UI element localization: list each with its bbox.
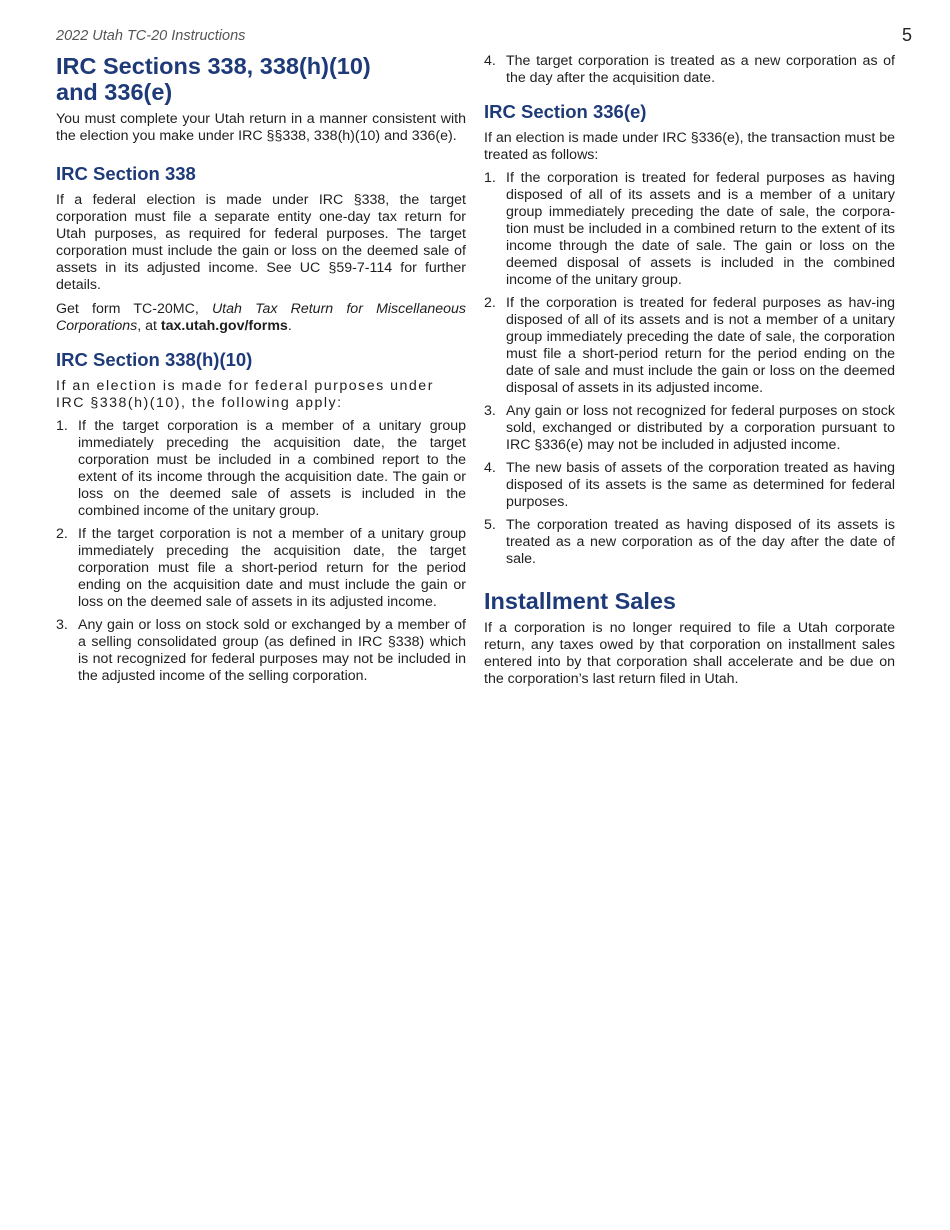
list-item [56, 617, 466, 685]
list-item-text: The new basis of assets of the corporation treated as having disposed of its assets is the same as determined for federal purposes. [506, 460, 895, 510]
list-item [484, 170, 895, 289]
list-item-text: If the target corporation is a member of a unitary group immediately preceding the acquisition date, the target corporation must be included in a combined report to the extent of its income through the acquisition date. The gain or loss on the deemed sale of assets is included in the combined income of the unitary group. [78, 418, 466, 519]
list-item-text: If the corporation is treated for federal purposes as having disposed of all of its assets and is a member of a unitary group immediately preceding the date of sale, the corpora-tion must be included in a combined return to the extent of its income through the date of sale. The gain or loss on the deemed disposal of assets is included in the combined income of the unitary group. [506, 170, 895, 288]
list-item [484, 403, 895, 454]
list-item-text: Any gain or loss not recognized for federal purposes on stock sold, exchanged or distributed by a corporation pursuant to IRC §336(e) may not be included in adjusted income. [506, 403, 895, 453]
section-338h10-intro: If an election is made for federal purposes under IRC §338(h)(10), the following apply: [56, 378, 434, 411]
section-336e-intro: If an election is made under IRC §336(e), the transaction must be treated as follows: [484, 130, 895, 163]
list-item [484, 295, 895, 397]
installment-sales-heading: Installment Sales [484, 588, 676, 614]
form-end: . [287, 318, 292, 334]
list-item [56, 418, 466, 520]
list-item-text: The corporation treated as having disposed of its assets is treated as a new corporation as of the day after the date of sale. [506, 517, 895, 567]
continued-list [484, 53, 895, 87]
list-item-text: If the corporation is treated for federal purposes as hav-ing disposed of all of its assets and is not a member of a unitary group immediately preceding the date of sale, the corporation must file a short-period return for the period ending on the date of sale and must include the gain or loss on the deemed disposal of assets in its adjusted income. [506, 295, 895, 396]
form-title: Utah Tax Return for Miscellaneous Corporations [56, 301, 466, 334]
form-reference-paragraph [56, 301, 466, 335]
list-item-text: Any gain or loss on stock sold or exchanged by a member of a selling consolidated group (as defined in IRC §338) which is not recognized for federal purposes may not be included in the adjusted income of the selling corporation. [78, 617, 466, 684]
main-heading-line1: IRC Sections 338, 338(h)(10) [56, 53, 371, 79]
list-item-text: If the target corporation is not a member of a unitary group immediately preceding the acquisition date, the target corporation must file a short-period return for the period ending on the acquisition date and must include the gain or loss on the deemed sale of assets in its adjusted income. [78, 526, 466, 610]
list-item-number: 3. [484, 403, 496, 419]
page-number: 5 [901, 25, 912, 45]
list-item-number: 4. [484, 460, 496, 476]
main-heading-line2: and 336(e) [56, 79, 173, 105]
list-item-number: 1. [56, 418, 68, 434]
list-item-number: 2. [484, 295, 496, 311]
list-item-number: 2. [56, 526, 68, 542]
section-338h10-heading: IRC Section 338(h)(10) [56, 349, 253, 370]
section-336e-heading: IRC Section 336(e) [484, 101, 647, 122]
list-item [56, 526, 466, 611]
installment-sales-paragraph: If a corporation is no longer required to file a Utah corporate return, any taxes owed by that corporation on installment sales entered into by that corporation shall accelerate and be due on the corporation’s last return filed in Utah. [484, 620, 895, 687]
section-336e-list [484, 170, 895, 568]
list-item [484, 517, 895, 568]
section-338h10-list [56, 418, 466, 685]
main-heading [56, 53, 466, 105]
list-item-number: 5. [484, 517, 496, 533]
section-338-paragraph: If a federal election is made under IRC §338, the target corporation must file a separate entity one-day tax return for Utah purposes, as required for federal purposes. The target corporation must include the gain or loss on the deemed sale of assets in its adjusted income. See UC §59-7-114 for further details. [56, 192, 466, 293]
intro-paragraph: You must complete your Utah return in a manner consistent with the election you make under IRC §§338, 338(h)(10) and 336(e). [56, 111, 466, 144]
form-mid: , at [137, 318, 161, 334]
list-item [484, 460, 895, 511]
list-item [484, 53, 895, 87]
header-title: 2022 Utah TC-20 Instructions [56, 28, 246, 44]
list-item-number: 3. [56, 617, 68, 633]
list-item-number: 4. [484, 53, 496, 69]
right-column [484, 53, 895, 688]
left-column [56, 53, 466, 685]
list-item-number: 1. [484, 170, 496, 186]
form-pre: Get form TC-20MC, [56, 301, 212, 317]
forms-link[interactable]: tax.utah.gov/forms [160, 318, 288, 334]
list-item-text: The target corporation is treated as a new corporation as of the day after the acquisition date. [506, 53, 895, 86]
section-338-heading: IRC Section 338 [56, 163, 196, 184]
